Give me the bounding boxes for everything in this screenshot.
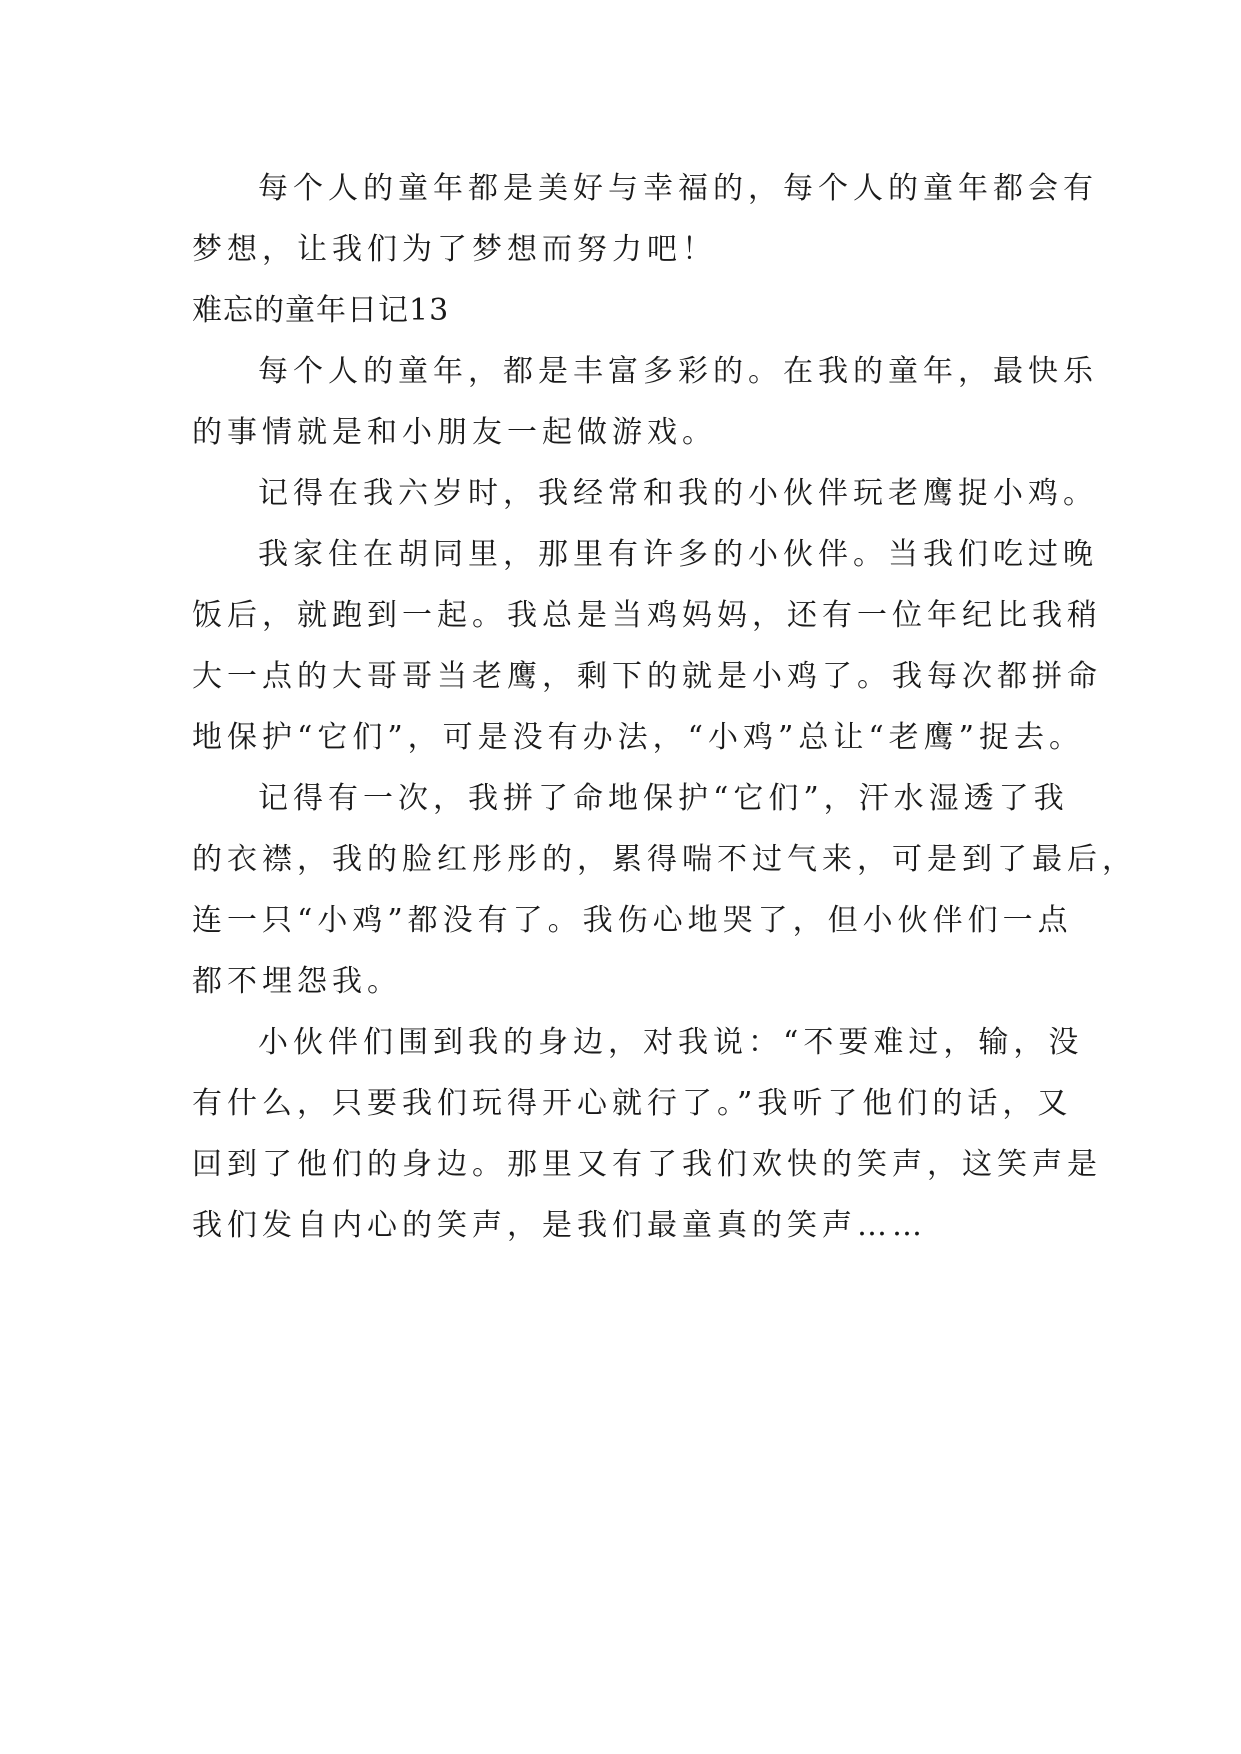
paragraph-line: 地保护“它们”，可是没有办法，“小鸡”总让“老鹰”捉去。 [192,720,1085,755]
paragraph-line: 连一只“小鸡”都没有了。我伤心地哭了，但小伙伴们一点 [192,903,1073,938]
paragraph-line: 都不埋怨我。 [192,964,402,999]
paragraph-line: 小伙伴们围到我的身边，对我说：“不要难过，输，没 [258,1025,1084,1060]
paragraph-line: 梦想，让我们为了梦想而努力吧！ [192,232,717,267]
diary-heading: 难忘的童年日记13 [192,293,450,328]
paragraph-line: 每个人的童年都是美好与幸福的，每个人的童年都会有 [258,171,1098,206]
paragraph-line: 饭后，就跑到一起。我总是当鸡妈妈，还有一位年纪比我稍 [192,598,1102,633]
paragraph-line: 我家住在胡同里，那里有许多的小伙伴。当我们吃过晚 [258,537,1098,572]
paragraph-line: 大一点的大哥哥当老鹰，剩下的就是小鸡了。我每次都拼命 [192,659,1102,694]
paragraph-line: 回到了他们的身边。那里又有了我们欢快的笑声，这笑声是 [192,1147,1102,1182]
paragraph-line: 我们发自内心的笑声，是我们最童真的笑声…… [192,1208,927,1243]
paragraph-line: 记得在我六岁时，我经常和我的小伙伴玩老鹰捉小鸡。 [258,476,1098,511]
document-body [192,158,1137,1256]
paragraph-line: 的衣襟，我的脸红彤彤的，累得喘不过气来，可是到了最后， [192,842,1137,877]
paragraph-line: 记得有一次，我拼了命地保护“它们”，汗水湿透了我 [258,781,1069,816]
paragraph-line: 有什么，只要我们玩得开心就行了。”我听了他们的话，又 [192,1086,1073,1121]
paragraph-line: 每个人的童年，都是丰富多彩的。在我的童年，最快乐 [258,354,1098,389]
paragraph-line: 的事情就是和小朋友一起做游戏。 [192,415,717,450]
